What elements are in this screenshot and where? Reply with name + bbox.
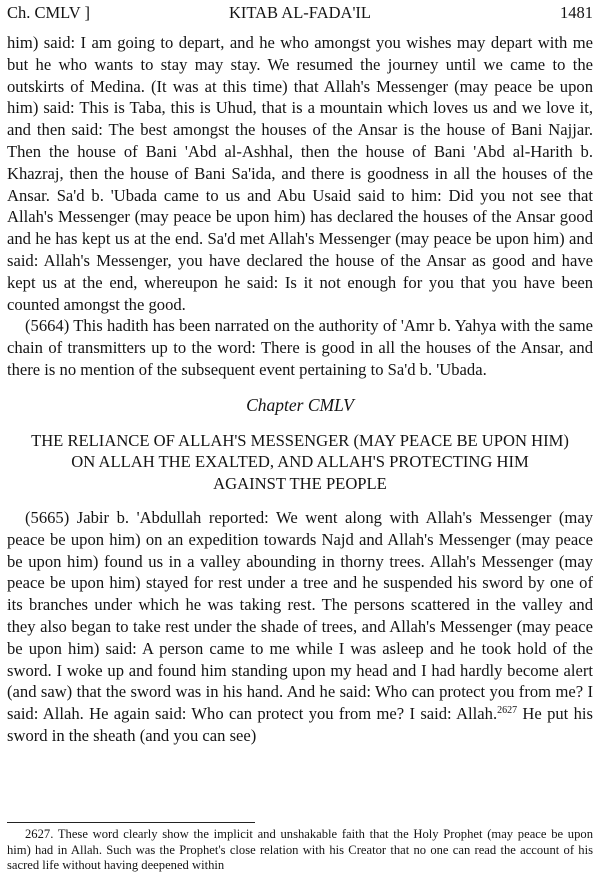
chapter-title: Chapter CMLV [246,394,354,415]
main-text [7,32,593,747]
chapter-reference: Ch. CMLV ] [7,3,90,22]
footnote-reference[interactable]: 2627 [497,705,518,717]
chapter-heading-line: THE RELIANCE OF ALLAH'S MESSENGER (MAY PEACE BE UPON HIM) [31,430,569,450]
paragraph-5665-tail: He put his sword in the sheath (and you can see) [7,704,593,745]
chapter-heading [7,430,593,495]
paragraph-5664: (5664) This hadith has been narrated on the authority of 'Amr b. Yahya with the same chain of transmitters up to the word: There is good in all the houses of the Ansar, and there is no mention of the subsequent event pertaining to Sa'd b. 'Ubada. [7,316,593,379]
book-title: KITAB AL-FADA'IL [228,3,372,22]
running-header [7,2,593,24]
chapter-heading-line: AGAINST THE PEOPLE [213,474,387,494]
footnote [7,827,593,874]
page-number: 1481 [560,3,593,22]
footnote-divider [7,822,255,823]
paragraph-5665 [7,507,593,747]
chapter-heading-line: ON ALLAH THE EXALTED, AND ALLAH'S PROTECTING HIM [71,452,529,472]
paragraph-continued: him) said: I am going to depart, and he who amongst you wishes may depart with me but he who wants to stay may stay. We resumed the journey until we came to the outskirts of Medina. (It was at this time) that Allah's Messenger (may peace be upon him) said: This is Taba, this is Uhud, that is a mountain which loves us and we love it, and then said: The best amongst the houses of the Ansar is the house of Bani Najjar. Then the house of Bani 'Abd al-Ashhal, then the house of Bani 'Abd al-Harith b. Khazraj, then the house of Bani Sa'ida, and there is goodness in all the houses of the Ansar. Sa'd b. 'Ubada came to us and Abu Usaid said to him: Did you not see that Allah's Messenger (may peace be upon him) has declared the houses of the Ansar good and he has kept us at the end. Sa'd met Allah's Messenger (may peace be upon him) and said: Allah's Messenger, you have declared the house of the Ansar as good and have kept us at the end, whereupon he said: Is it not enough for you that you have been counted amongst the good. [7,33,593,314]
paragraph-5665-text: (5665) Jabir b. 'Abdullah reported: We went along with Allah's Messenger (may peace be upon him) on an expedition towards Najd and Allah's Messenger (may peace be upon him) found us in a valley abounding in thorny trees. Allah's Messenger (may peace be upon him) stayed for rest under a tree and he suspended his sword by one of its branches under which he was taking rest. The persons scattered in the valley and they also began to take rest under the shade of trees, and Allah's Messenger (may peace be upon him) said: A person came to me while I was asleep and he took hold of the sword. I woke up and found him standing upon my head and I had hardly become alert (and saw) that the sword was in his hand. And he said: Who can protect you from me? I said: Allah. He again said: Who can protect you from me? I said: Allah. [7,507,593,724]
footnote-text: 2627. These word clearly show the implicit and unshakable faith that the Holy Prophet (may peace be upon him) had in Allah. Such was the Prophet's close relation with his Creator that no one can read the account of his sacred life without having deepened within [7,827,593,872]
